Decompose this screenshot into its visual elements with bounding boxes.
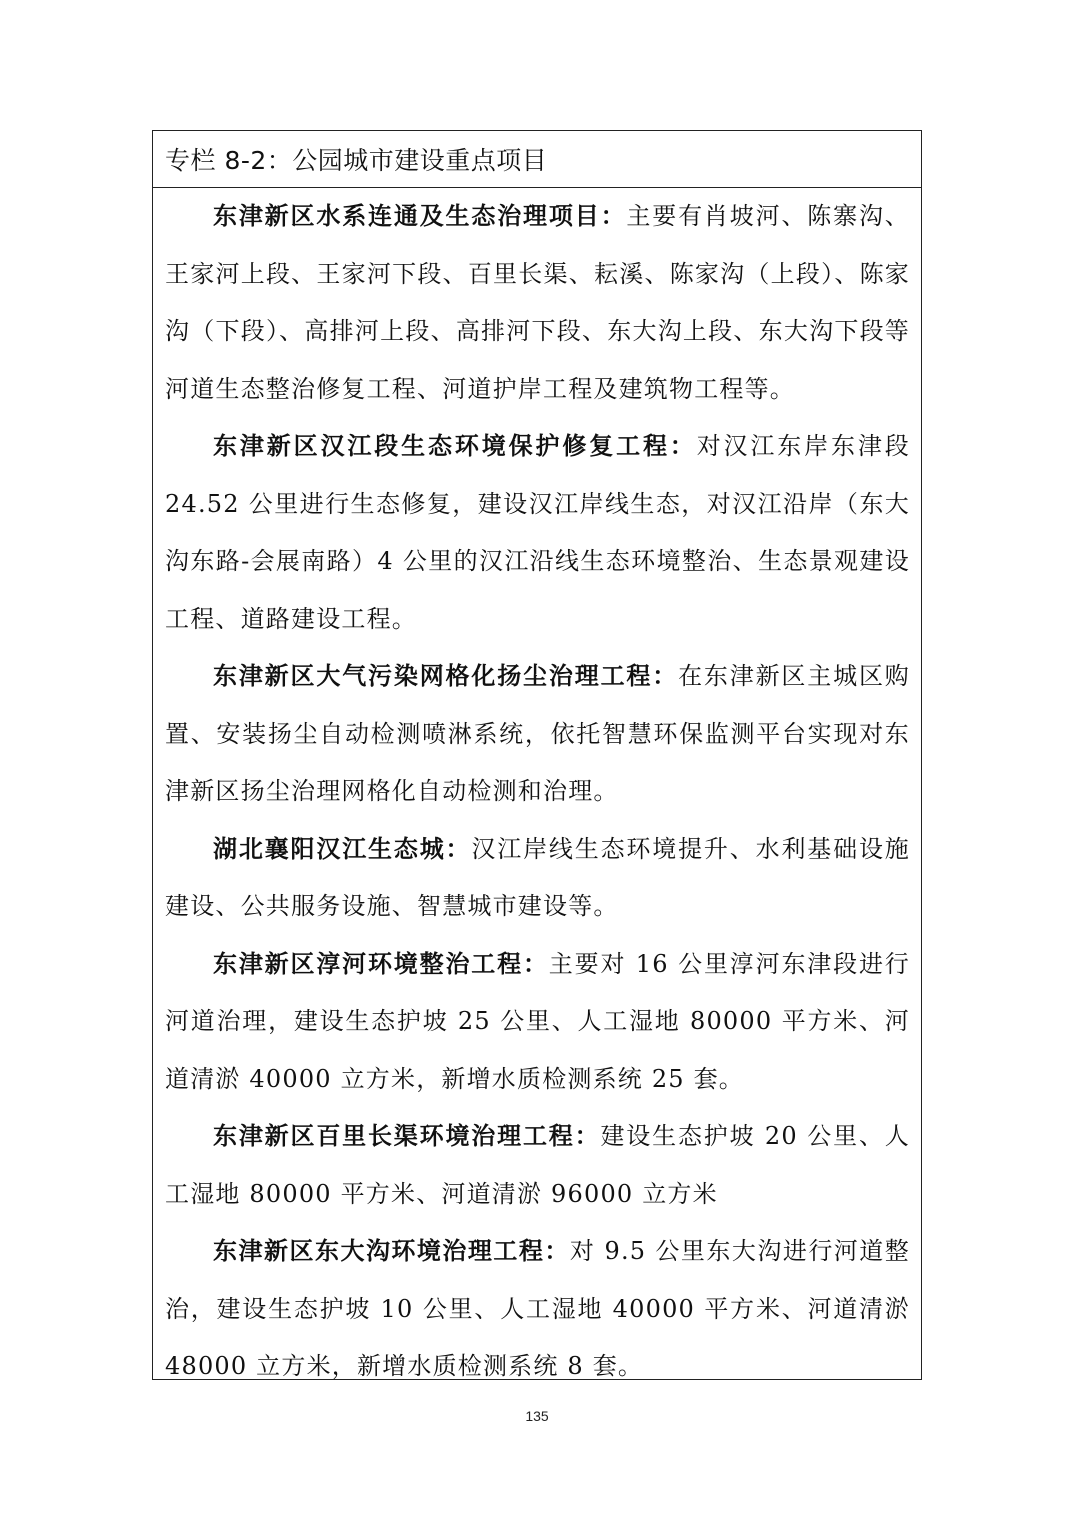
project-description: 汉江岸线生态环境提升、水利基础设施建设、公共服务设施、智慧城市建设等。 — [165, 834, 911, 920]
project-paragraph — [165, 1223, 910, 1380]
project-paragraph — [165, 936, 910, 1109]
project-column-box — [152, 130, 922, 1380]
column-title: 专栏 8-2：公园城市建设重点项目 — [153, 131, 921, 188]
project-paragraph — [165, 648, 910, 821]
project-description: 主要对 16 公里淳河东津段进行河道治理，建设生态护坡 25 公里、人工湿地 80000 平方米、河道清淤 40000 立方米，新增水质检测系统 25 套。 — [165, 949, 910, 1093]
project-name: 东津新区汉江段生态环境保护修复工程： — [213, 432, 697, 460]
project-name: 东津新区东大沟环境治理工程： — [213, 1237, 570, 1265]
project-name: 湖北襄阳汉江生态城： — [213, 834, 472, 863]
project-description: 主要有肖坡河、陈寨沟、王家河上段、王家河下段、百里长渠、耘溪、陈家沟（上段）、陈家沟（下段）、高排河上段、高排河下段、东大沟上段、东大沟下段等河道生态整治修复工程、河道护岸工程及建筑物工程等。 — [165, 202, 911, 403]
project-paragraph — [165, 1108, 910, 1223]
project-description: 在东津新区主城区购置、安装扬尘自动检测喷淋系统，依托智慧环保监测平台实现对东津新区扬尘治理网格化自动检测和治理。 — [165, 662, 910, 805]
project-paragraph — [165, 821, 910, 936]
project-description: 对 9.5 公里东大沟进行河道整治，建设生态护坡 10 公里、人工湿地 40000 平方米、河道清淤 48000 立方米，新增水质检测系统 8 套。 — [165, 1237, 910, 1380]
page-number: 135 — [525, 1408, 549, 1424]
project-name: 东津新区淳河环境整治工程： — [213, 949, 549, 978]
project-name: 东津新区百里长渠环境治理工程： — [213, 1122, 601, 1150]
project-paragraph — [165, 188, 910, 418]
project-name: 东津新区大气污染网格化扬尘治理工程： — [213, 662, 679, 690]
column-body — [153, 188, 921, 1380]
project-description: 建设生态护坡 20 公里、人工湿地 80000 平方米、河道清淤 96000 立方米 — [165, 1122, 910, 1208]
project-name: 东津新区水系连通及生态治理项目： — [213, 202, 627, 230]
project-paragraph — [165, 418, 910, 648]
project-description: 对汉江东岸东津段 24.52 公里进行生态修复，建设汉江岸线生态，对汉江沿岸（东大沟东路-会展南路）4 公里的汉江沿线生态环境整治、生态景观建设工程、道路建设工程。 — [165, 432, 910, 633]
